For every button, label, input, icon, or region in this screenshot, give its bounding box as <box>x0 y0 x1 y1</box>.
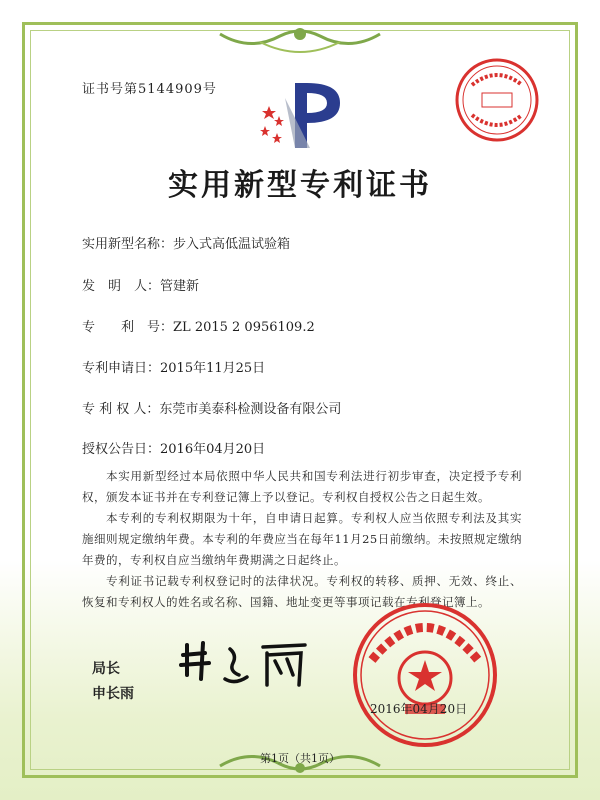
field-patentee <box>82 398 341 417</box>
certificate-number: 证书号第5144909号 <box>82 82 217 97</box>
sipo-logo-icon <box>255 78 355 153</box>
field-value: 2015年11月25日 <box>160 361 266 376</box>
field-label: 专 利 号： <box>82 320 174 335</box>
page-footer: 第1页（共1页） <box>260 752 340 765</box>
field-grant-date <box>82 438 265 457</box>
field-value: ZL 2015 2 0956109.2 <box>173 320 315 335</box>
small-seal-icon <box>452 55 542 145</box>
field-value: 步入式高低温试验箱 <box>173 237 291 252</box>
field-value: 东莞市美泰科检测设备有限公司 <box>159 402 342 417</box>
field-label: 发 明 人： <box>82 279 161 294</box>
paragraph-term: 本专利的专利权期限为十年，自申请日起算。专利权人应当依照专利法及其实施细则规定缴纳年费。本专利的年费应当在每年11月25日前缴纳。未按照规定缴纳年费的，专利权自应当缴纳年费期满之日起终止。 <box>82 511 522 567</box>
field-patent-number <box>82 316 315 335</box>
certificate-title: 实用新型专利证书 <box>168 168 432 203</box>
director-name: 申长雨 <box>92 686 134 702</box>
top-ornament-icon <box>200 22 400 62</box>
signature-image <box>175 635 315 695</box>
field-inventor <box>82 275 199 294</box>
field-label: 专利申请日： <box>82 361 161 376</box>
field-name <box>82 233 290 252</box>
field-application-date <box>82 357 265 376</box>
field-label: 实用新型名称： <box>82 237 174 252</box>
seal-date: 2016年04月20日 <box>370 702 468 716</box>
field-label: 授权公告日： <box>82 442 161 457</box>
official-seal-icon <box>350 600 500 750</box>
paragraph-grant: 本实用新型经过本局依照中华人民共和国专利法进行初步审查，决定授予专利权，颁发本证书并在专利登记簿上予以登记。专利权自授权公告之日起生效。 <box>82 469 522 504</box>
field-label: 专 利 权 人： <box>82 402 160 417</box>
field-value: 2016年04月20日 <box>160 442 266 457</box>
field-value: 管建新 <box>160 279 200 294</box>
paragraph-legal-status: 专利证书记载专利权登记时的法律状况。专利权的转移、质押、无效、终止、恢复和专利权人的姓名或名称、国籍、地址变更等事项记载在专利登记簿上。 <box>82 574 522 609</box>
director-title: 局长 <box>92 661 120 677</box>
